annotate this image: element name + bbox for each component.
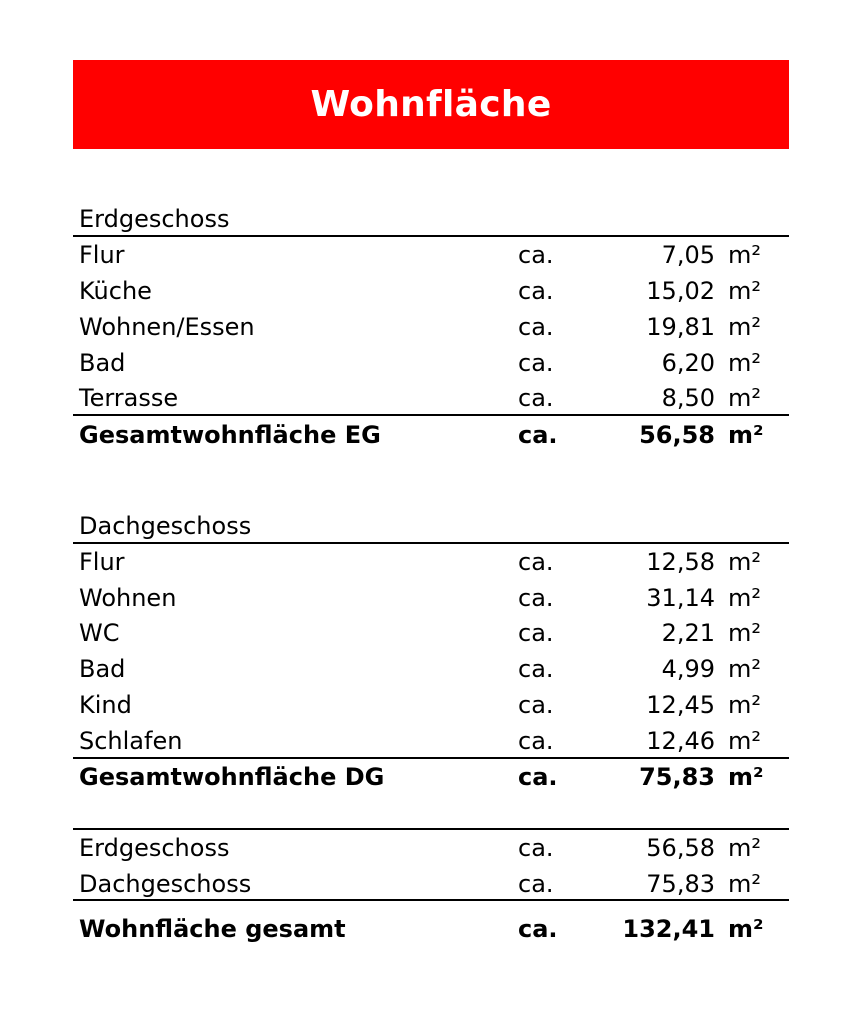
row-label: WC <box>79 619 120 647</box>
row-unit: m² <box>728 619 761 647</box>
table-row <box>73 651 789 687</box>
row-unit: m² <box>728 655 761 683</box>
total-value: 75,83 <box>639 763 715 791</box>
section-heading-dachgeschoss: Dachgeschoss <box>79 512 252 540</box>
row-value: 12,46 <box>646 727 715 755</box>
row-value: 7,05 <box>661 241 715 269</box>
row-ca: ca. <box>518 870 554 898</box>
table-row <box>73 830 789 866</box>
row-label: Flur <box>79 548 125 576</box>
row-unit: m² <box>728 870 761 898</box>
row-value: 15,02 <box>646 277 715 305</box>
table-row <box>73 687 789 723</box>
row-value: 12,45 <box>646 691 715 719</box>
total-row-eg <box>73 417 789 453</box>
row-label: Dachgeschoss <box>79 870 252 898</box>
total-unit: m² <box>728 421 764 449</box>
row-value: 6,20 <box>661 349 715 377</box>
divider <box>73 414 789 416</box>
row-ca: ca. <box>518 349 554 377</box>
row-unit: m² <box>728 384 761 412</box>
row-ca: ca. <box>518 727 554 755</box>
total-label: Gesamtwohnfläche DG <box>79 763 385 791</box>
table-row <box>73 345 789 381</box>
grand-total-row <box>73 911 789 947</box>
table-row <box>73 723 789 759</box>
row-ca: ca. <box>518 691 554 719</box>
row-ca: ca. <box>518 241 554 269</box>
total-ca: ca. <box>518 915 558 943</box>
row-label: Wohnen <box>79 584 177 612</box>
page-title: Wohnfläche <box>310 84 552 125</box>
row-value: 8,50 <box>661 384 715 412</box>
table-row <box>73 309 789 345</box>
divider <box>73 899 789 901</box>
row-unit: m² <box>728 313 761 341</box>
row-label: Erdgeschoss <box>79 834 230 862</box>
total-label: Wohnfläche gesamt <box>79 915 346 943</box>
row-value: 2,21 <box>661 619 715 647</box>
row-ca: ca. <box>518 277 554 305</box>
row-ca: ca. <box>518 655 554 683</box>
row-label: Kind <box>79 691 132 719</box>
table-row <box>73 544 789 580</box>
row-unit: m² <box>728 277 761 305</box>
row-value: 4,99 <box>661 655 715 683</box>
row-unit: m² <box>728 349 761 377</box>
row-label: Bad <box>79 349 126 377</box>
total-ca: ca. <box>518 421 558 449</box>
row-label: Küche <box>79 277 152 305</box>
row-ca: ca. <box>518 584 554 612</box>
row-unit: m² <box>728 834 761 862</box>
row-ca: ca. <box>518 619 554 647</box>
total-value: 56,58 <box>639 421 715 449</box>
row-label: Schlafen <box>79 727 183 755</box>
row-value: 19,81 <box>646 313 715 341</box>
row-ca: ca. <box>518 834 554 862</box>
row-value: 56,58 <box>646 834 715 862</box>
row-label: Terrasse <box>79 384 179 412</box>
total-unit: m² <box>728 763 764 791</box>
total-value: 132,41 <box>622 915 715 943</box>
table-row <box>73 580 789 616</box>
row-unit: m² <box>728 691 761 719</box>
row-value: 12,58 <box>646 548 715 576</box>
row-unit: m² <box>728 241 761 269</box>
row-value: 31,14 <box>646 584 715 612</box>
row-ca: ca. <box>518 548 554 576</box>
table-row <box>73 866 789 902</box>
row-value: 75,83 <box>646 870 715 898</box>
table-row <box>73 237 789 273</box>
total-ca: ca. <box>518 763 558 791</box>
row-label: Flur <box>79 241 125 269</box>
table-row <box>73 273 789 309</box>
total-unit: m² <box>728 915 764 943</box>
row-label: Wohnen/Essen <box>79 313 255 341</box>
total-row-dg <box>73 759 789 795</box>
table-row <box>73 380 789 416</box>
row-unit: m² <box>728 584 761 612</box>
row-unit: m² <box>728 727 761 755</box>
table-row <box>73 615 789 651</box>
row-unit: m² <box>728 548 761 576</box>
row-ca: ca. <box>518 313 554 341</box>
section-heading-erdgeschoss: Erdgeschoss <box>79 205 230 233</box>
row-ca: ca. <box>518 384 554 412</box>
total-label: Gesamtwohnfläche EG <box>79 421 381 449</box>
row-label: Bad <box>79 655 126 683</box>
title-banner <box>73 60 789 149</box>
